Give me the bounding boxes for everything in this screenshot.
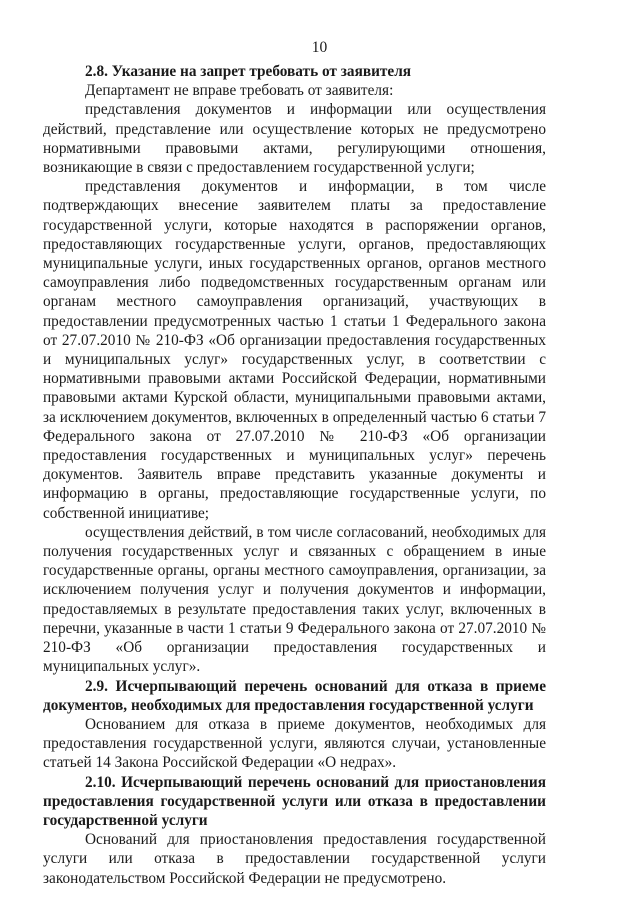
section-heading-2-10: 2.10. Исчерпывающий перечень оснований для приостановления предоставления государственной услуги или отказа в предоставлении государственной услуги: [43, 773, 546, 829]
section-heading-2-9: 2.9. Исчерпывающий перечень оснований для отказа в приеме документов, необходимых для предоставления государственной услуги: [43, 677, 546, 714]
paragraph: представления документов и информации, в том числе подтверждающих внесение заявителем платы за предоставление государственной услуги, которые находятся в распоряжении органов, предоставляющих государственные услуги, органов, предоставляющих муниципальные услуги, иных государственных органов, органов местного самоуправления либо подведомственных государственным органам или органам местного самоуправления организаций, участвующих в предоставлении предусмотренных частью 1 статьи 1 Федерального закона от 27.07.2010 № 210-ФЗ «Об организации предоставления государственных и муниципальных услуг» государственных услуг, в соответствии с нормативными правовыми актами Российской Федерации, нормативными правовыми актами Курской области, муниципальными правовыми актами, за исключением документов, включенных в определенный частью 6 статьи 7 Федерального закона от 27.07.2010 № 210-ФЗ «Об организации предоставления государственных и муниципальных услуг» перечень документов. Заявитель вправе представить указанные документы и информацию в органы, предоставляющие государственные услуги, по собственной инициативе;: [43, 178, 546, 522]
paragraph: представления документов и информации или осуществления действий, представление или осуществление которых не предусмотрено нормативными правовыми актами, регулирующими отношения, возникающие в связи с предоставлением государственной услуги;: [43, 101, 546, 177]
paragraph: Оснований для приостановления предоставления государственной услуги или отказа в предоставлении государственной услуги законодательством Российской Федерации не предусмотрено.: [43, 831, 546, 887]
document-body: [43, 62, 546, 888]
paragraph: осуществления действий, в том числе согласований, необходимых для получения государственных услуг и связанных с обращением в иные государственные органы, органы местного самоуправления, организации, за исключением получения услуг и получения документов и информации, предоставляемых в результате предоставления таких услуг, включенных в перечни, указанные в части 1 статьи 9 Федерального закона от 27.07.2010 № 210-ФЗ «Об организации предоставления государственных и муниципальных услуг».: [43, 523, 546, 676]
paragraph: Основанием для отказа в приеме документов, необходимых для предоставления государственной услуги, являются случаи, установленные статьей 14 Закона Российской Федерации «О недрах».: [43, 715, 546, 772]
section-heading-2-8: 2.8. Указание на запрет требовать от заявителя: [85, 63, 412, 80]
page-number: 10: [311, 39, 328, 56]
paragraph: Департамент не вправе требовать от заявителя:: [85, 82, 394, 100]
